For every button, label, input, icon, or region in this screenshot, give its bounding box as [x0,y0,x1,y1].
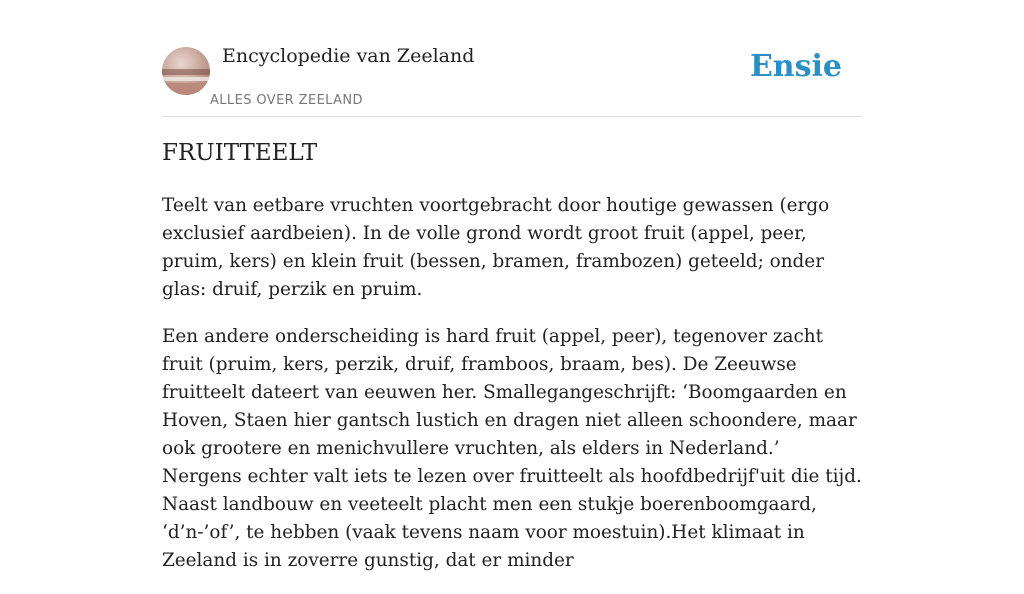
article-body [162,192,862,594]
site-title[interactable]: Encyclopedie van Zeeland [222,45,475,67]
page-container [162,0,862,571]
avatar-detail [162,77,210,81]
site-avatar-icon[interactable] [162,47,210,95]
avatar-detail [162,83,210,95]
article-title: FRUITTEELT [162,140,318,166]
site-header [162,0,862,117]
article-paragraph: Teelt van eetbare vruchten voortgebracht door houtige gewassen (ergo exclusief aardbeien). In de volle grond wordt groot fruit (appel, peer, pruim, kers) en klein fruit (bessen, bramen, frambozen) geteeld; onder glas: druif, perzik en pruim. [162,195,830,300]
article-paragraph: Een andere onderscheiding is hard fruit (appel, peer), tegenover zacht fruit (pruim, kers, perzik, druif, framboos, braam, bes). De Zeeuwse fruitteelt dateert van eeuwen her. Smallegangeschrijft: ‘Boomgaarden en Hoven, Staen hier gantsch lustich en dragen niet alleen schoondere, maar ook grootere en menichvullere vruchten, als elders in Nederland.’ Nergens echter valt iets te lezen over fruitteelt als hoofdbedrijf'uit die tijd. Naast landbouw en veeteelt placht men een stukje boerenboomgaard, ‘d’n-’of’, te hebben (vaak tevens naam voor moestuin).Het klimaat in Zeeland is in zoverre gunstig, dat er minder [162,326,862,571]
brand-logo-link[interactable]: Ensie [749,49,842,84]
avatar-detail [162,69,210,75]
site-subtitle: ALLES OVER ZEELAND [210,93,363,108]
